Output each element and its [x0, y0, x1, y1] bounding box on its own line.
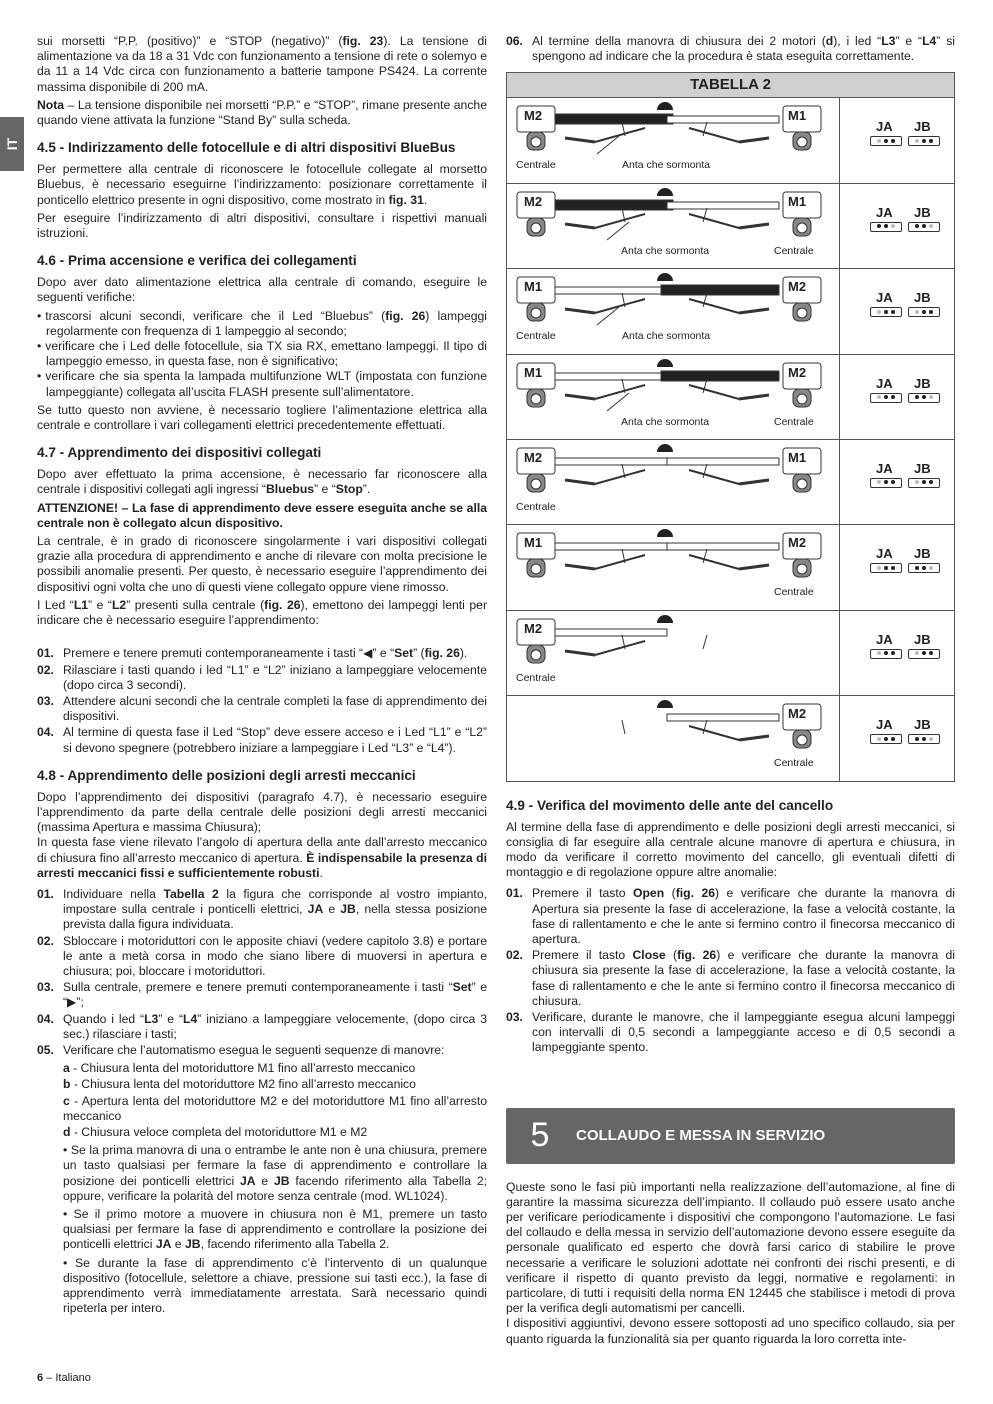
step-item: 06. Al termine della manovra di chiusura dei 2 motori (d), i led “L3” e “L4” si spengono ad indicare che la procedura è stata eseguita correttamente.	[506, 34, 956, 64]
gate-diagram-svg	[507, 611, 839, 695]
table-row	[507, 98, 954, 183]
list-item: • verificare che sia spenta la lampada multifunzione WLT (impostata con funzione lampeggiante) collegata all’uscita FLASH presente sull’alimentatore.	[37, 369, 487, 399]
overlap-label: Anta che sormonta	[621, 415, 710, 428]
jb-label: JB	[914, 631, 931, 647]
ja-jumper-icon	[870, 478, 902, 488]
jumper-settings	[840, 269, 954, 353]
step-item: 03. Attendere alcuni secondi che la centrale completi la fase di apprendimento dei dispositivi.	[37, 693, 487, 724]
step-item: 01. Premere il tasto Open (fig. 26) e verificare che durante la manovra di Apertura sia presente la fase di accelerazione, la fase a velocità costante, la fase di rallentamento e che le ante si fermino contro il finecorsa meccanico di apertura.	[506, 886, 955, 946]
bullet-list-4-6	[37, 309, 487, 400]
attention-note: ATTENZIONE! – La fase di apprendimento deve essere eseguita anche se alla centrale non è collegato alcun dispositivo.	[37, 500, 487, 530]
step-item: 03. Sulla centrale, premere e tenere premuti contemporaneamente i tasti “Set” e “▶”;	[37, 980, 487, 1010]
paragraph-4-6-a: Dopo aver dato alimentazione elettrica alla centrale di comando, eseguire le seguenti verifiche:	[37, 275, 487, 305]
paragraph-4-9: Al termine della fase di apprendimento e delle posizioni degli arresti meccanici, si consiglia di far eseguire alla centrale alcune manovre di apertura e chiusura, in modo da verificare il corretto movimento del cancello, gli eventuali difetti di montaggio e di regolazione oppure altre anomalie:	[506, 819, 955, 880]
centrale-label: Centrale	[774, 757, 814, 770]
overlap-label: Anta che sormonta	[622, 159, 711, 172]
language-tab: IT	[0, 117, 24, 171]
heading-4-6: 4.6 - Prima accensione e verifica dei collegamenti	[37, 253, 357, 269]
paragraph-4-7-c: I Led “L1” e “L2” presenti sulla centrale (fig. 26), emettono dei lampeggi lenti per indicare che è necessario eseguire l’apprendimento:	[37, 597, 488, 628]
centrale-label: Centrale	[516, 500, 556, 513]
intro-paragraph: sui morsetti “P.P. (positivo)” e “STOP (negativo)” (fig. 23). La tensione di alimentazione va da 18 a 31 Vdc con funzionamento a tensione di rete o solemyo e da 11 a 14 Vdc circa con funzionamento a batterie tampone PS424. La corrente massima disponibile di 200 mA.	[37, 34, 487, 94]
ja-jumper-icon	[870, 734, 902, 744]
steps-4-7	[37, 646, 487, 755]
centrale-label: Centrale	[516, 330, 556, 343]
step-item: 01. Individuare nella Tabella 2 la figura che corrisponde al vostro impianto, impostare sulla centrale i ponticelli elettrici, JA e JB, nella stessa posizione prevista dalla figura individuata.	[37, 886, 487, 932]
jumper-settings	[840, 525, 954, 609]
motor-left-label: M1	[524, 535, 543, 551]
gate-diagram	[507, 611, 840, 695]
step-item: 04. Quando i led “L3” e “L4” iniziano a lampeggiare velocemente, (dopo circa 3 sec.) rilasciare i tasti;	[37, 1011, 487, 1041]
overlap-label: Anta che sormonta	[622, 330, 711, 343]
ja-label: JA	[876, 290, 893, 306]
chapter-title: COLLAUDO E MESSA IN SERVIZIO	[576, 1126, 826, 1144]
chapter-number: 5	[530, 1115, 550, 1154]
motor-right-label: M2	[788, 279, 807, 295]
jumper-settings	[840, 440, 954, 524]
heading-4-9: 4.9 - Verifica del movimento delle ante del cancello	[506, 797, 834, 813]
table-row	[507, 184, 954, 269]
motor-right-label: M2	[788, 706, 807, 722]
ja-label: JA	[876, 375, 893, 391]
list-item: • trascorsi alcuni secondi, verificare che il Led “Bluebus” (fig. 26) lampeggi regolarmente con frequenza di 1 lampeggio al secondo;	[37, 309, 487, 339]
overlap-label: Anta che sormonta	[621, 244, 710, 257]
ja-label: JA	[876, 631, 893, 647]
motor-left-label: M2	[524, 193, 543, 209]
gate-diagram	[507, 696, 840, 780]
heading-4-5: 4.5 - Indirizzamento delle fotocellule e di altri dispositivi BlueBus	[37, 140, 456, 156]
heading-4-7: 4.7 - Apprendimento dei dispositivi collegati	[37, 445, 322, 461]
table-row	[507, 696, 954, 780]
motor-right-label: M2	[788, 364, 807, 380]
jb-jumper-icon	[908, 563, 940, 573]
table-row	[507, 355, 954, 440]
sequence-item: c - Apertura lenta del motoriduttore M2 e del motoriduttore M1 fino all’arresto meccanico	[63, 1093, 487, 1123]
motor-right-label: M1	[788, 193, 807, 209]
table-2-title: TABELLA 2	[507, 73, 954, 98]
step-item: 03. Verificare, durante le manovre, che il lampeggiante esegua alcuni lampeggi con intervalli di 0,5 secondi a lampeggiante acceso e di 0,5 secondi a lampeggiante spento.	[506, 1009, 955, 1055]
paragraph-4-8-b: In questa fase viene rilevato l’angolo di apertura della ante dall’arresto meccanico di chiusura fino all’arresto meccanico di apertura. È indispensabile la presenza di arresti meccanici fissi e sufficientemente robusti.	[37, 835, 487, 880]
left-column	[37, 34, 487, 1319]
notes-list	[37, 1143, 487, 1316]
list-item: • verificare che i Led delle fotocellule, sia TX sia RX, emettano lampeggi. Il tipo di lampeggio emesso, in questa fase, non è significativo;	[37, 339, 487, 369]
jumper-settings	[840, 184, 954, 268]
jb-label: JB	[914, 375, 931, 391]
paragraph-5-a: Queste sono le fasi più importanti nella realizzazione dell’automazione, al fine di garantire la massima sicurezza dell’impianto. Il collaudo può essere usato anche per verificare periodicamente i dispositivi che compongono l’automazione. Le fasi del collaudo e della messa in servizio dell’automazione devono essere eseguite da personale qualificato ed esperto che dovrà farsi carico di stabilire le prove necessarie a verificare le soluzioni adottate nei confronti dei rischi presenti, e di verificare il rispetto di quanto previsto da leggi, normative e regolamenti: in particolare, di tutti i requisiti della norma EN 12445 che stabilisce i metodi di prova per la verifica degli automatismi per cancelli.	[506, 1179, 955, 1316]
jumper-settings	[840, 696, 954, 780]
step-item: 02. Rilasciare i tasti quando i led “L1” e “L2” iniziano a lampeggiare velocemente (dopo circa 3 secondi).	[37, 662, 487, 692]
gate-diagram	[507, 355, 840, 439]
jb-label: JB	[914, 546, 931, 562]
centrale-label: Centrale	[774, 415, 814, 428]
table-row	[507, 611, 954, 696]
centrale-label: Centrale	[516, 159, 556, 172]
ja-jumper-icon	[870, 222, 902, 232]
sequence-item: a - Chiusura lenta del motoriduttore M1 fino all’arresto meccanico	[63, 1061, 416, 1076]
step-item: 04. Al termine di questa fase il Led “Stop” deve essere acceso e i Led “L1” e “L2” si devono spegnere (potrebbero iniziare a lampeggiare i Led “L3” e “L4”).	[37, 725, 487, 755]
centrale-label: Centrale	[774, 244, 814, 257]
ja-jumper-icon	[870, 307, 902, 317]
jb-jumper-icon	[908, 307, 940, 317]
step-item: 05. Verificare che l’automatismo esegua le seguenti sequenze di manovre:	[37, 1042, 445, 1057]
jb-label: JB	[914, 204, 931, 220]
jumper-settings	[840, 611, 954, 695]
right-column	[506, 34, 955, 1350]
gate-diagram	[507, 98, 840, 182]
paragraph-4-6-b: Se tutto questo non avviene, è necessario togliere l’alimentazione elettrica alla centrale e controllare i vari collegamenti elettrici precedentemente effettuati.	[37, 402, 487, 433]
page-number: 6	[37, 1372, 44, 1384]
gate-diagram	[507, 184, 840, 268]
jb-jumper-icon	[908, 478, 940, 488]
ja-label: JA	[876, 546, 893, 562]
sequence-item: d - Chiusura veloce completa del motoriduttore M1 e M2	[63, 1124, 368, 1139]
jb-label: JB	[914, 119, 931, 135]
step-06	[506, 34, 955, 64]
steps-4-8	[37, 887, 487, 1058]
paragraph-4-7-a: Dopo aver effettuato la prima accensione, è necessario far riconoscere alla centrale i dispositivi collegati agli ingressi “Bluebus” e “Stop”.	[37, 467, 487, 497]
motor-left-label: M2	[524, 108, 543, 124]
footer-language: – Italiano	[46, 1372, 91, 1384]
paragraph-4-5-b: Per eseguire l’indirizzamento di altri dispositivi, consultare i rispettivi manuali istruzioni.	[37, 210, 487, 241]
motor-left-label: M1	[524, 364, 543, 380]
jumper-settings	[840, 98, 954, 182]
ja-label: JA	[876, 717, 893, 733]
step-item: 02. Premere il tasto Close (fig. 26) e verificare che durante la manovra di chiusura sia presente la fase di accelerazione, la fase a velocità costante, la fase di rallentamento e che le ante si fermino contro il finecorsa meccanico di chiusura.	[506, 948, 956, 1008]
note-item: • Se durante la fase di apprendimento c’è l’intervento di un qualunque dispositivo (fotocellule, selettore a chiave, pressione sui tasti ecc.), la fase di apprendimento verrà immediatamente arrestata. Sarà necessario quindi ripeterla per intero.	[63, 1255, 487, 1316]
note-paragraph: Nota – La tensione disponibile nei morsetti “P.P.” e “STOP”, rimane presente anche quando viene attivata la funzione “Stand By” sulla scheda.	[37, 97, 487, 128]
paragraph-5-b: I dispositivi aggiuntivi, devono essere sottoposti ad uno specifico collaudo, sia per quanto riguarda la funzionalità sia per quanto riguarda la loro corretta inte-	[506, 1316, 955, 1346]
paragraph-4-5-a: Per permettere alla centrale di riconoscere le fotocellule collegate al morsetto Bluebus, è necessario eseguirne l’indirizzamento: posizionare correttamente il ponticello elettrico presente in ogni dispositivo, come mostrato in fig. 31.	[37, 162, 487, 207]
note-item: • Se il primo motore a muovere in chiusura non è M1, premere un tasto qualsiasi per fermare la fase di apprendimento e controllare la posizione dei ponticelli elettrici JA e JB, facendo riferimento alla Tabella 2.	[63, 1207, 487, 1252]
centrale-label: Centrale	[774, 586, 814, 599]
jumper-settings	[840, 355, 954, 439]
sequence-item: b - Chiusura lenta del motoriduttore M2 fino all’arresto meccanico	[63, 1077, 416, 1092]
table-row	[507, 269, 954, 354]
gate-diagram	[507, 440, 840, 524]
ja-label: JA	[876, 204, 893, 220]
jb-jumper-icon	[908, 734, 940, 744]
ja-jumper-icon	[870, 136, 902, 146]
page-footer	[37, 1372, 91, 1384]
ja-jumper-icon	[870, 563, 902, 573]
jb-label: JB	[914, 460, 931, 476]
ja-jumper-icon	[870, 393, 902, 403]
ja-label: JA	[876, 119, 893, 135]
motor-right-label: M1	[788, 108, 807, 124]
motor-right-label: M1	[788, 449, 807, 465]
table-row	[507, 525, 954, 610]
heading-4-8: 4.8 - Apprendimento delle posizioni degli arresti meccanici	[37, 767, 416, 783]
jb-jumper-icon	[908, 393, 940, 403]
centrale-label: Centrale	[516, 671, 556, 684]
gate-diagram	[507, 269, 840, 353]
table-row	[507, 440, 954, 525]
motor-left-label: M2	[524, 620, 543, 636]
jb-jumper-icon	[908, 136, 940, 146]
ja-label: JA	[876, 460, 893, 476]
step-item: 01. Premere e tenere premuti contemporaneamente i tasti “◀” e “Set” (fig. 26).	[37, 646, 468, 661]
steps-4-9	[506, 886, 955, 1055]
gate-diagram	[507, 525, 840, 609]
jb-label: JB	[914, 717, 931, 733]
paragraph-4-8-a: Dopo l’apprendimento dei dispositivi (paragrafo 4.7), è necessario eseguire l’apprendimento da parte della centrale delle posizioni degli arresti meccanici (massima Apertura e massima Chiusura);	[37, 789, 487, 835]
ja-jumper-icon	[870, 649, 902, 659]
jb-label: JB	[914, 290, 931, 306]
chapter-5-banner	[506, 1108, 955, 1164]
motor-left-label: M2	[524, 449, 543, 465]
paragraph-4-7-b: La centrale, è in grado di riconoscere singolarmente i vari dispositivi collegati grazie alla procedura di apprendimento e anche di rilevare con molta precisione le possibili anomalie presenti. Per questo, è necessario eseguire l’apprendimento dei dispositivi ogni volta che uno di questi viene collegato oppure viene rimosso.	[37, 534, 487, 594]
sequence-list	[37, 1061, 487, 1140]
table-2	[506, 72, 955, 781]
motor-left-label: M1	[524, 279, 543, 295]
jb-jumper-icon	[908, 649, 940, 659]
note-item: • Se la prima manovra di una o entrambe le ante non è una chiusura, premere un tasto qualsiasi per fermare la fase di apprendimento e controllare la posizione dei ponticelli elettrici JA e JB facendo riferimento alla Tabella 2; oppure, verificare la polarità del motore senza centrale (mod. WL1024).	[63, 1143, 487, 1203]
step-item: 02. Sbloccare i motoriduttori con le apposite chiavi (vedere capitolo 3.8) e portare le ante a metà corsa in modo che siano libere di muoversi in apertura e chiusura; poi, bloccare i motoriduttori.	[37, 933, 487, 978]
jb-jumper-icon	[908, 222, 940, 232]
motor-right-label: M2	[788, 535, 807, 551]
